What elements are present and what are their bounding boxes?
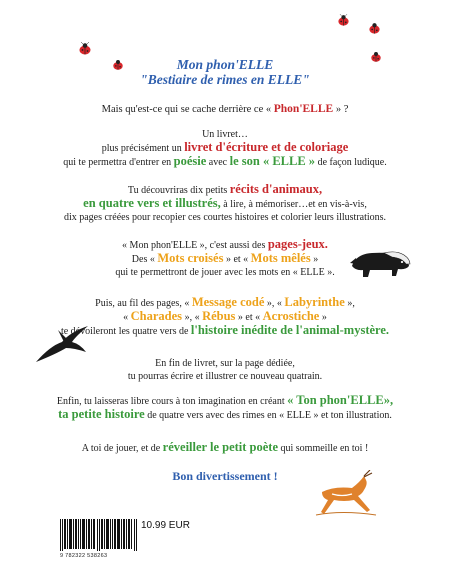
paragraph-pages-jeux: « Mon phon'ELLE », c'est aussi des pages-jeux. Des « Mots croisés » et « Mots mêlés » qui te permettront de jouer avec les mots en « ELLE ». <box>115 237 335 278</box>
ladybug-icon <box>369 51 383 63</box>
phonelle-highlight: Phon'ELLE <box>273 103 334 115</box>
paragraph-ton-phonelle: Enfin, tu laisseras libre cours à ton imagination en créant « Ton phon'ELLE», ta petite histoire de quatre vers avec des rimes en « ELLE » et ton illustration. <box>56 393 394 421</box>
paragraph-livret: Un livret… plus précisément un livret d'écriture et de coloriage qui te permettra d'entrer en poésie avec le son « ELLE » de façon ludique. <box>63 129 387 168</box>
paragraph-recits: Tu découvriras dix petits récits d'animaux, en quatre vers et illustrés, à lire, à mémoriser…et en vis-à-vis, dix pages créées pour recopier ces courtes histoires et colorier leurs illustrations. <box>63 182 387 223</box>
antelope-illustration <box>312 470 378 516</box>
badger-illustration <box>348 240 412 280</box>
intro-question: Mais qu'est-ce qui se cache derrière ce « Phon'ELLE » ? <box>101 103 349 115</box>
ladybug-icon <box>367 22 382 35</box>
isbn-digits: 9 782322 538263 <box>60 553 108 559</box>
ladybug-icon <box>77 42 93 56</box>
paragraph-quatrain: En fin de livret, sur la page dédiée, tu pourras écrire et illustrer ce nouveau quatrain. <box>127 358 323 382</box>
paragraph-poete: A toi de jouer, et de réveiller le petit poète qui sommeille en toi ! <box>81 440 369 454</box>
price-label: 10.99 EUR <box>141 520 190 531</box>
paragraph-jeux: Puis, au fil des pages, « Message codé », « Labyrinthe », « Charades », « Rébus » et « Acrostiche » te dévoileront les quatre vers de l'histoire inédite de l'animal-mystère. <box>60 295 390 337</box>
ladybug-icon <box>111 59 125 71</box>
isbn-barcode <box>60 519 138 551</box>
ladybug-icon <box>336 14 351 27</box>
book-subtitle: "Bestiaire de rimes en ELLE" <box>140 72 310 87</box>
book-title: Mon phon'ELLE <box>176 57 274 72</box>
closing-line: Bon divertissement ! <box>172 469 278 483</box>
